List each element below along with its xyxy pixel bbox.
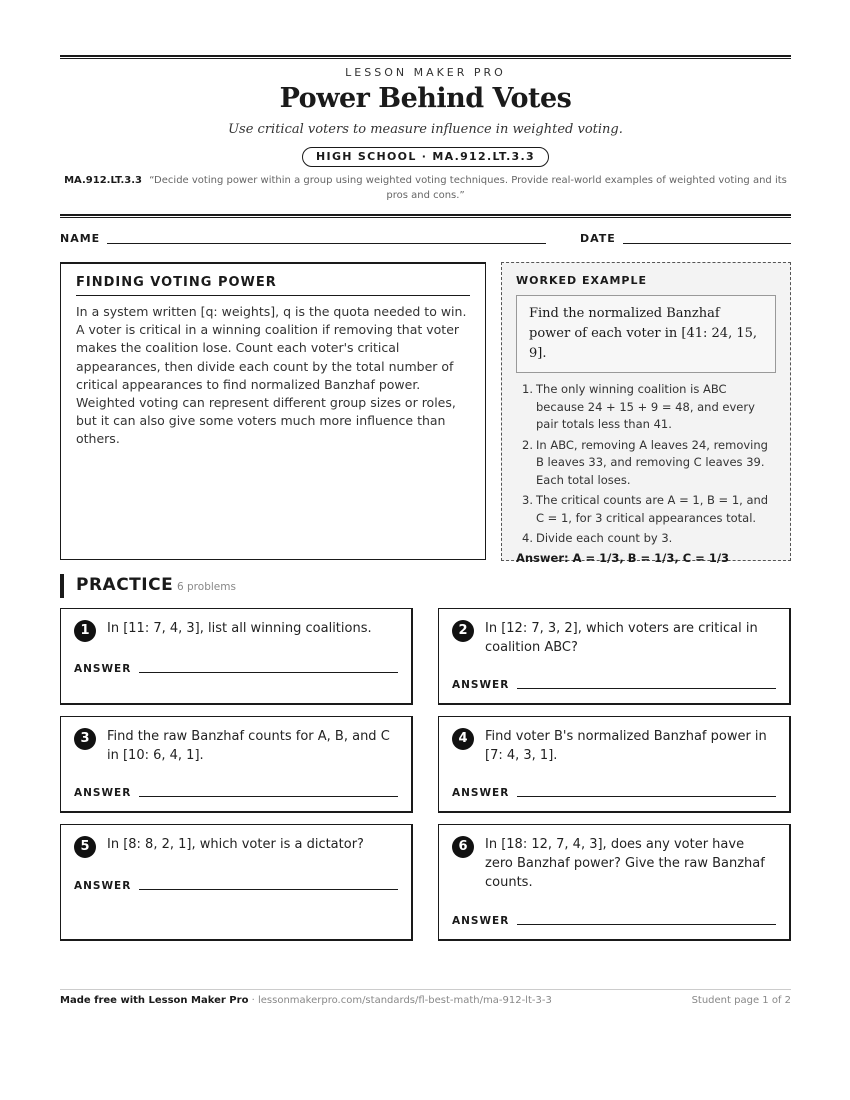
concept-text: In a system written [q: weights], q is the quota needed to win. A voter is critical in a winning coalition if removing that voter makes the coalition lose. Count each voter's critical appearances, then divide each count by the total number of critical appearances to find normalized Banzhaf power. Weighted voting can represent different group sizes or roles, but it can also give some voters much more influence than others.	[76, 304, 467, 447]
question-number-badge: 6	[452, 836, 474, 858]
step-text: The only winning coalition is ABC because 24 + 15 + 9 = 48, and every pair totals less than 41.	[536, 382, 755, 431]
step-number: 3.	[522, 493, 533, 507]
worked-example-step	[516, 492, 776, 527]
question-text: In [8: 8, 2, 1], which voter is a dictator?	[107, 837, 364, 852]
answer-field[interactable]	[517, 924, 776, 925]
worked-example-answer: Answer: A = 1/3, B = 1/3, C = 1/3	[516, 550, 730, 565]
question-text: In [11: 7, 4, 3], list all winning coalitions.	[107, 621, 372, 636]
question-number-badge: 5	[74, 836, 96, 858]
concept-box	[60, 262, 486, 560]
standard-code: MA.912.LT.3.3	[64, 175, 142, 186]
worked-example-step	[516, 530, 776, 548]
date-field[interactable]	[623, 243, 791, 244]
answer-label: ANSWER	[74, 663, 132, 675]
answer-row	[74, 787, 398, 799]
brand-name: LESSON MAKER PRO	[345, 66, 506, 79]
practice-question	[438, 824, 791, 941]
footer-rule	[60, 989, 791, 990]
practice-heading: PRACTICE	[76, 575, 174, 595]
worked-example-step	[516, 381, 776, 434]
step-text: Divide each count by 3.	[536, 531, 673, 545]
step-text: In ABC, removing A leaves 24, removing B leaves 33, and removing C leaves 39. Each total loses.	[536, 437, 768, 487]
practice-question	[60, 608, 413, 705]
question-number-badge: 1	[74, 620, 96, 642]
footer-page-number: Student page 1 of 2	[691, 995, 791, 1006]
standard-text: “Decide voting power within a group using weighted voting techniques. Provide real-world examples of weighted voting and its pros and cons.”	[149, 175, 787, 201]
worked-example-step	[516, 437, 776, 490]
standard-description	[60, 173, 791, 203]
step-number: 2.	[522, 437, 533, 452]
date-label: DATE	[580, 232, 616, 245]
answer-field[interactable]	[139, 796, 398, 797]
page-title: Power Behind Votes	[279, 83, 572, 114]
header-bottom-rule	[60, 214, 791, 218]
practice-question	[438, 716, 791, 813]
answer-label: ANSWER	[74, 787, 132, 799]
answer-label: ANSWER	[452, 787, 510, 799]
step-number: 4.	[522, 531, 533, 545]
header-top-rule	[60, 55, 791, 59]
step-text: The critical counts are A = 1, B = 1, and C = 1, for 3 critical appearances total.	[536, 493, 769, 525]
question-text: In [18: 12, 7, 4, 3], does any voter have zero Banzhaf power? Give the raw Banzhaf counts.	[485, 837, 765, 890]
level-pill-wrap	[60, 145, 791, 167]
name-label: NAME	[60, 232, 101, 245]
question-text: In [12: 7, 3, 2], which voters are critical in coalition ABC?	[485, 621, 758, 655]
worksheet-page	[60, 0, 791, 1100]
concept-heading: FINDING VOTING POWER	[76, 275, 470, 296]
worked-example-heading: WORKED EXAMPLE	[516, 274, 647, 287]
answer-label: ANSWER	[74, 880, 132, 892]
practice-count: 6 problems	[177, 581, 236, 593]
answer-row	[452, 679, 776, 691]
worked-example-problem: Find the normalized Banzhaf power of each voter in [41: 24, 15, 9].	[516, 295, 776, 373]
name-field[interactable]	[107, 243, 546, 244]
practice-question	[438, 608, 791, 705]
answer-row	[452, 787, 776, 799]
question-number-badge: 2	[452, 620, 474, 642]
question-text: Find the raw Banzhaf counts for A, B, and C in [10: 6, 4, 1].	[107, 729, 390, 763]
answer-label: ANSWER	[452, 915, 510, 927]
answer-row	[74, 663, 398, 675]
answer-field[interactable]	[517, 688, 776, 689]
answer-label: ANSWER	[452, 679, 510, 691]
answer-field[interactable]	[139, 672, 398, 673]
worked-example-box	[501, 262, 791, 565]
answer-row	[74, 880, 398, 892]
step-number: 1.	[522, 382, 533, 396]
question-number-badge: 4	[452, 728, 474, 750]
answer-field[interactable]	[139, 889, 398, 890]
practice-question	[60, 824, 413, 941]
page-subtitle: Use critical voters to measure influence in weighted voting.	[228, 122, 623, 137]
footer	[60, 995, 791, 1006]
answer-field[interactable]	[517, 796, 776, 797]
practice-accent-bar	[60, 574, 64, 598]
question-text: Find voter B's normalized Banzhaf power in [7: 4, 3, 1].	[485, 729, 767, 763]
footer-url[interactable]: · lessonmakerpro.com/standards/fl-best-math/ma-912-lt-3-3	[248, 995, 552, 1006]
answer-row	[452, 915, 776, 927]
footer-made-with: Made free with Lesson Maker Pro	[60, 995, 249, 1006]
level-badge: HIGH SCHOOL · MA.912.LT.3.3	[302, 147, 549, 167]
worked-example-steps	[516, 381, 776, 548]
practice-question	[60, 716, 413, 813]
question-number-badge: 3	[74, 728, 96, 750]
